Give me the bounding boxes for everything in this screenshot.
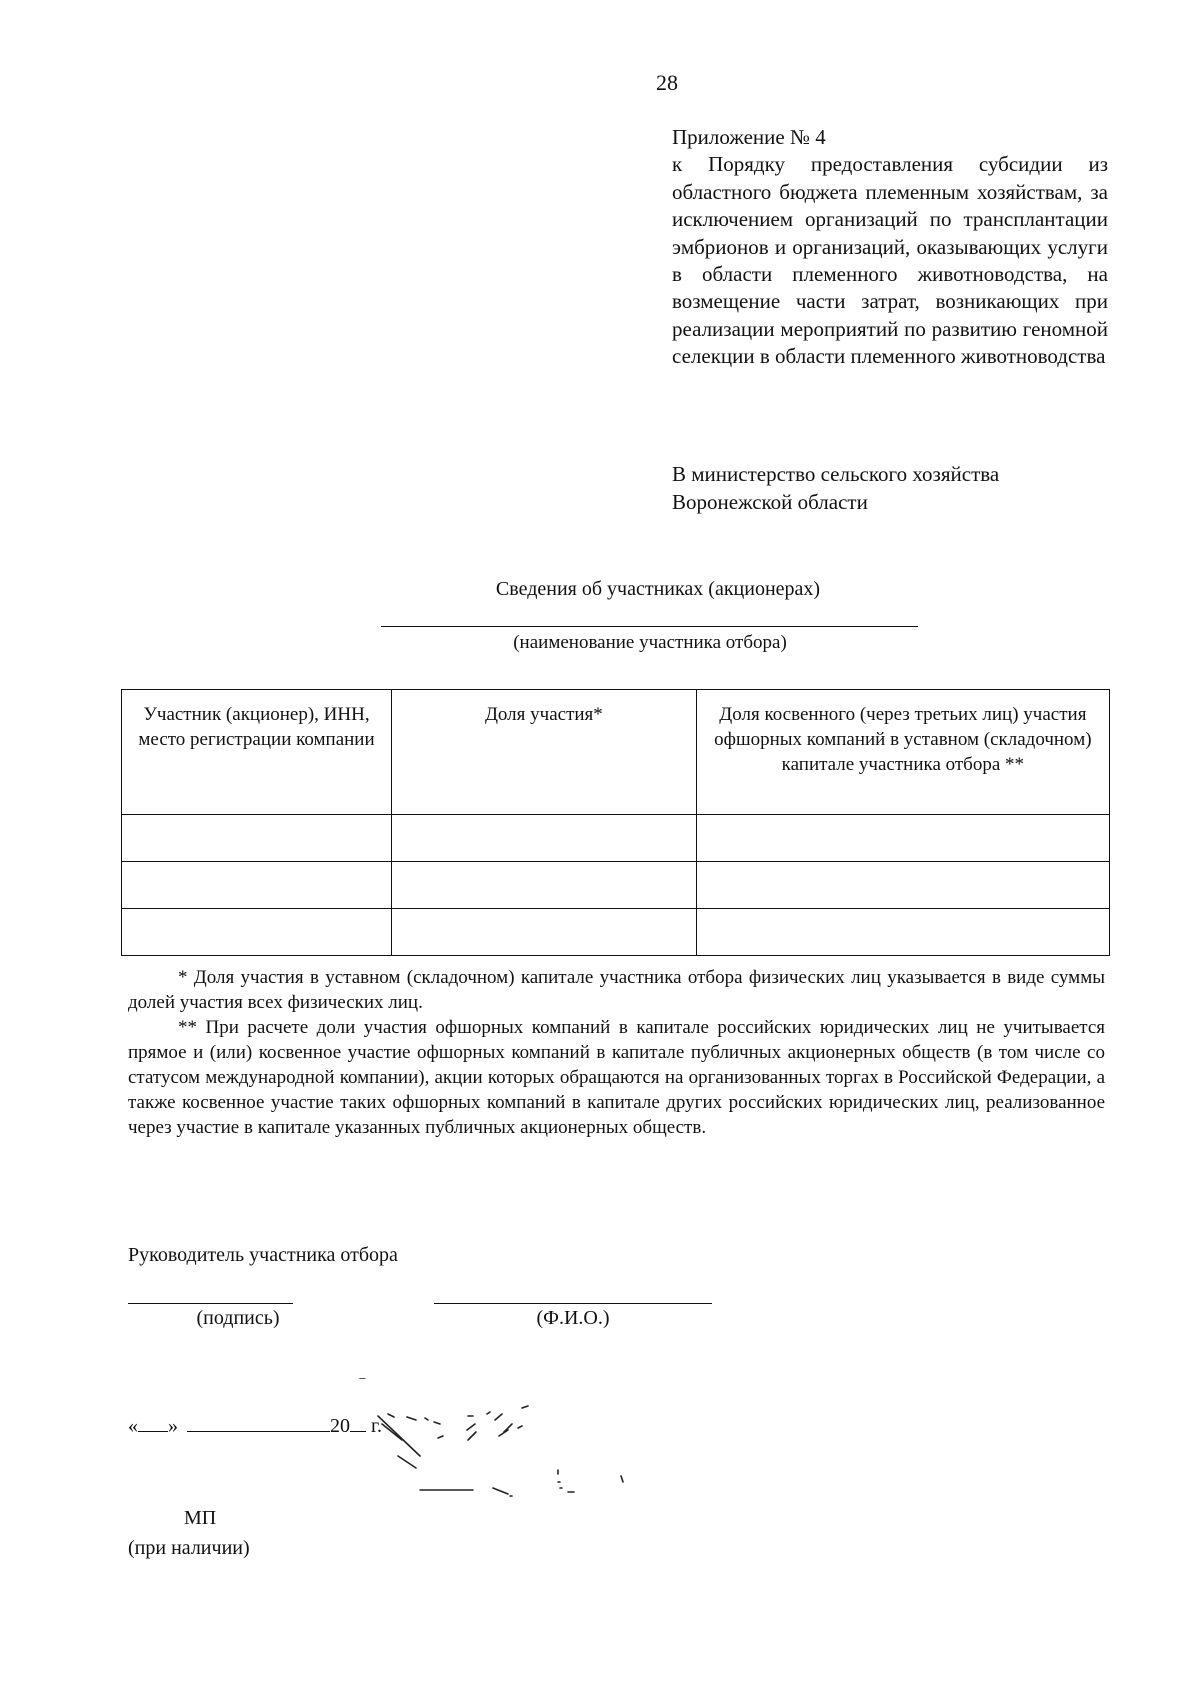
table-row [122, 862, 1110, 909]
table-cell [122, 909, 392, 956]
header-participant: Участник (акционер), ИНН, место регистрации компании [122, 690, 392, 815]
table-row [122, 815, 1110, 862]
date-open-quote: « [128, 1415, 138, 1437]
month-blank [187, 1411, 330, 1432]
header-share: Доля участия* [392, 690, 697, 815]
signature-caption: (подпись) [196, 1307, 280, 1329]
form-title: Сведения об участниках (акционерах) [495, 578, 821, 600]
header-offshore-share: Доля косвенного (через третьих лиц) участия офшорных компаний в уставном (складочном) капитале участника отбора ** [696, 690, 1109, 815]
year-suffix: г. [371, 1415, 382, 1437]
addressee-line-1: В министерство сельского хозяйства [672, 462, 1000, 486]
full-name-caption: (Ф.И.О.) [536, 1307, 610, 1329]
participant-name-line [381, 626, 918, 627]
table-cell [392, 909, 697, 956]
footnotes [128, 965, 1105, 1140]
table-cell [122, 815, 392, 862]
footnote-1: * Доля участия в уставном (складочном) капитале участника отбора физических лиц указывается в виде суммы долей участия всех физических лиц. [128, 967, 1105, 1013]
head-label: Руководитель участника отбора [128, 1244, 398, 1266]
table-row [122, 909, 1110, 956]
table-cell [122, 862, 392, 909]
appendix-text: к Порядку предоставления субсидии из областного бюджета племенным хозяйствам, за исключением организаций по трансплантации эмбрионов и организаций, оказывающих услуги в области племенного животноводства, на возмещение части затрат, возникающих при реализации мероприятий по развитию геномной селекции в области племенного животноводства [672, 152, 1108, 369]
day-blank [138, 1411, 168, 1432]
table-cell [392, 862, 697, 909]
table-cell [696, 909, 1109, 956]
appendix-block [672, 124, 1108, 371]
year-prefix: 20 [330, 1415, 350, 1437]
table-cell [696, 815, 1109, 862]
page-number: 28 [656, 70, 678, 95]
seal-label: МП [184, 1507, 217, 1529]
footnote-2: ** При расчете доли участия офшорных компаний в капитале российских юридических лиц не учитывается прямое и (или) косвенное участие офшорных компаний в капитале публичных акционерных обществ (в том числе со статусом международной компании), акции которых обращаются на организованных торгах в Российской Федерации, а также косвенное участие таких офшорных компаний в капитале других российских юридических лиц, реализованное через участие в капитале указанных публичных акционерных обществ. [128, 1017, 1105, 1138]
participant-name-caption: (наименование участника отбора) [513, 632, 787, 653]
shareholders-table [121, 689, 1110, 956]
seal-note: (при наличии) [128, 1537, 250, 1559]
table-header-row [122, 690, 1110, 815]
appendix-title: Приложение № 4 [672, 125, 826, 149]
signature-line [128, 1303, 293, 1304]
date-row [128, 1411, 382, 1438]
pen-marks [350, 1378, 670, 1510]
full-name-line [434, 1303, 712, 1304]
table-cell [696, 862, 1109, 909]
addressee-block [672, 460, 1108, 516]
table-cell [392, 815, 697, 862]
addressee-line-2: Воронежской области [672, 490, 868, 514]
date-close-quote: » [168, 1415, 178, 1437]
